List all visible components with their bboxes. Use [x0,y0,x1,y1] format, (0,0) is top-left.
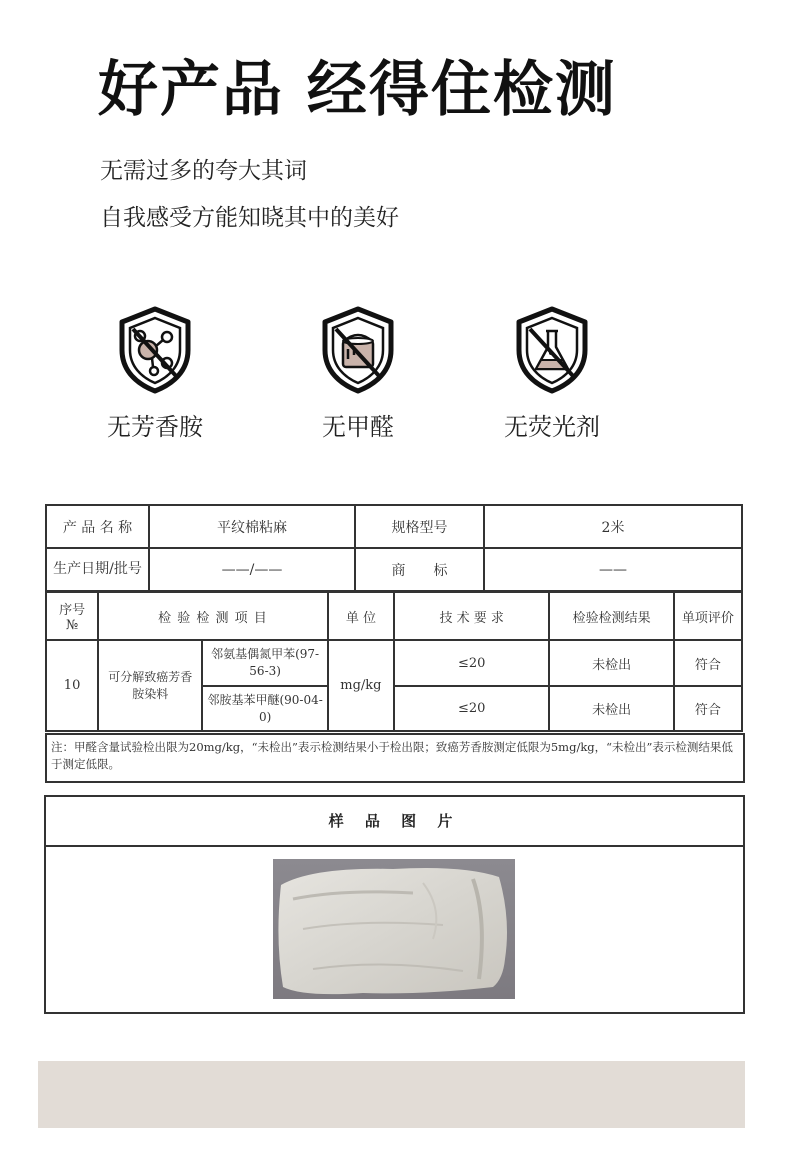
feature-label: 无芳香胺 [107,413,203,441]
header-unit: 单 位 [328,592,394,640]
feature-label: 无荧光剂 [504,413,600,441]
brand-label: 商 标 [355,548,484,591]
sample-section [44,795,745,1014]
paint-bucket-shield-icon [318,305,398,395]
test-unit: mg/kg [328,640,394,731]
subtitle-line-2: 自我感受方能知晓其中的美好 [100,205,399,231]
bottom-decor-band [38,1061,745,1128]
header-no-sub: № [65,618,79,633]
product-info-table [45,504,743,592]
header-item: 检 验 检 测 项 目 [98,592,328,640]
fabric-sample-photo [273,859,515,999]
requirement-2: ≤20 [394,686,549,731]
header-no-label: 序号 [59,603,86,618]
brand-value: —— [484,548,742,591]
header-judgement: 单项评价 [674,592,742,640]
judgement-2: 符合 [674,686,742,731]
test-note: 注：甲醛含量试验检出限为20mg/kg，“未检出”表示检测结果小于检出限；致癌芳香胺测定低限为5mg/kg，“未检出”表示检测结果低于测定低限。 [45,733,745,783]
spec-value: 2米 [484,505,742,548]
header-result: 检验检测结果 [549,592,673,640]
header-no [46,592,98,640]
page-title: 好产品 经得住检测 [98,55,617,125]
requirement-1: ≤20 [394,640,549,686]
flask-shield-icon [512,305,592,395]
production-date-value: ——/—— [149,548,355,591]
test-item-1: 邻氨基偶氮甲苯(97-56-3) [202,640,327,686]
feature-no-aromatic-amine [80,305,230,442]
row-number: 10 [46,640,98,731]
header-requirement: 技 术 要 求 [394,592,549,640]
sample-title: 样 品 图 片 [46,797,743,847]
test-category: 可分解致癌芳香胺染料 [98,640,202,731]
feature-no-formaldehyde [283,305,433,442]
result-2: 未检出 [549,686,673,731]
product-name-value: 平纹棉粘麻 [149,505,355,548]
feature-no-fluorescent-agent [477,305,627,442]
feature-label: 无甲醛 [322,413,394,441]
molecule-shield-icon [115,305,195,395]
test-item-2: 邻胺基苯甲醚(90-04-0) [202,686,327,731]
subtitle-line-1: 无需过多的夸大其词 [100,158,307,184]
spec-label: 规格型号 [355,505,484,548]
product-name-label: 产 品 名 称 [46,505,149,548]
production-date-label: 生产日期/批号 [46,548,149,591]
result-1: 未检出 [549,640,673,686]
test-results-table [45,591,743,732]
judgement-1: 符合 [674,640,742,686]
